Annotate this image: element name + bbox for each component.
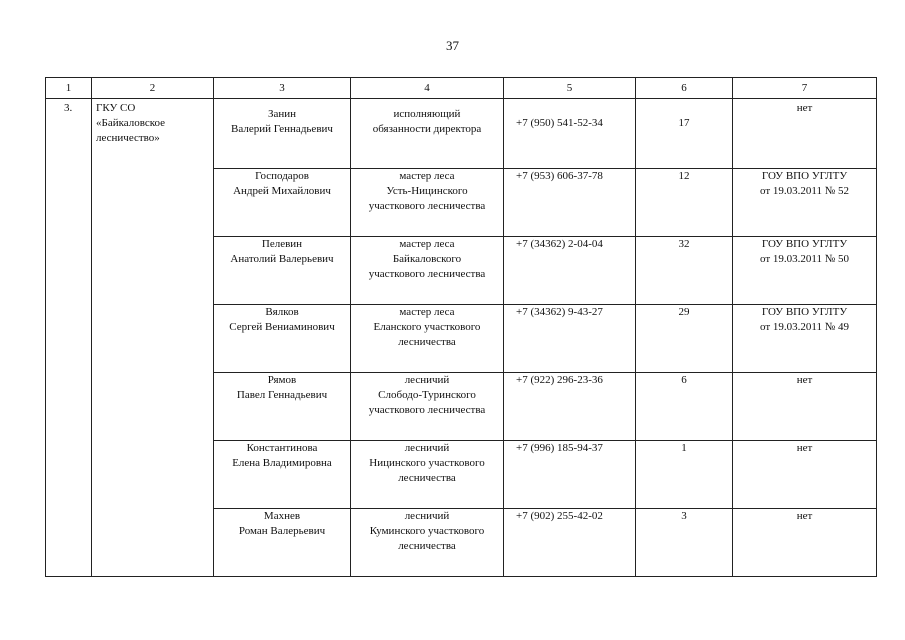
phone-cell — [504, 373, 636, 441]
phone-cell — [504, 99, 636, 169]
person-phone: +7 (34362) 2-04-04 — [516, 238, 603, 250]
person-position: мастер леса Байкаловского участкового лесничества — [368, 238, 486, 280]
person-phone: +7 (34362) 9-43-27 — [516, 306, 603, 318]
position-cell — [351, 441, 504, 509]
person-education: нет — [796, 374, 813, 386]
education-cell — [733, 237, 877, 305]
person-experience: 1 — [681, 442, 687, 454]
phone-cell — [504, 509, 636, 577]
experience-cell — [636, 373, 733, 441]
person-experience: 3 — [681, 510, 687, 522]
person-experience: 29 — [678, 306, 690, 318]
name-cell — [214, 237, 351, 305]
person-name: Рямов Павел Геннадьевич — [236, 374, 328, 401]
column-header: 5 — [504, 78, 636, 99]
row-index: 3. — [64, 102, 73, 114]
table-header-row — [46, 78, 877, 99]
person-education: нет — [796, 102, 813, 114]
person-education: ГОУ ВПО УГЛТУ от 19.03.2011 № 49 — [760, 306, 849, 333]
person-phone: +7 (902) 255-42-02 — [516, 510, 603, 522]
person-phone: +7 (950) 541-52-34 — [516, 117, 603, 129]
name-cell — [214, 169, 351, 237]
column-header: 4 — [351, 78, 504, 99]
position-cell — [351, 99, 504, 169]
experience-cell — [636, 441, 733, 509]
person-education: ГОУ ВПО УГЛТУ от 19.03.2011 № 50 — [760, 238, 849, 265]
person-experience: 12 — [678, 170, 690, 182]
name-cell — [214, 305, 351, 373]
person-name: Константинова Елена Владимировна — [232, 442, 332, 469]
person-name: Господаров Андрей Михайлович — [233, 170, 331, 197]
person-phone: +7 (996) 185-94-37 — [516, 442, 603, 454]
education-cell — [733, 441, 877, 509]
experience-cell — [636, 237, 733, 305]
person-position: исполняющий обязанности директора — [372, 108, 482, 135]
column-header: 6 — [636, 78, 733, 99]
position-cell — [351, 237, 504, 305]
column-header: 2 — [92, 78, 214, 99]
experience-cell — [636, 99, 733, 169]
person-name: Махнев Роман Валерьевич — [238, 510, 326, 537]
name-cell — [214, 441, 351, 509]
person-position: лесничий Ницинского участкового лесничества — [369, 442, 485, 484]
phone-cell — [504, 169, 636, 237]
staff-registry-table — [45, 77, 877, 577]
person-phone: +7 (953) 606-37-78 — [516, 170, 603, 182]
person-experience: 32 — [678, 238, 690, 250]
experience-cell — [636, 509, 733, 577]
page-number: 37 — [446, 38, 459, 53]
education-cell — [733, 99, 877, 169]
name-cell — [214, 373, 351, 441]
person-experience: 17 — [678, 117, 690, 129]
organization-name: ГКУ СО «Байкаловское лесничество» — [96, 102, 166, 144]
person-position: лесничий Куминского участкового лесничества — [369, 510, 485, 552]
column-header: 7 — [733, 78, 877, 99]
name-cell — [214, 509, 351, 577]
phone-cell — [504, 237, 636, 305]
person-name: Вялков Сергей Вениаминович — [229, 306, 335, 333]
name-cell — [214, 99, 351, 169]
person-education: нет — [796, 442, 813, 454]
education-cell — [733, 509, 877, 577]
education-cell — [733, 305, 877, 373]
organization-cell — [92, 99, 214, 577]
table-row — [46, 99, 877, 169]
person-education: нет — [796, 510, 813, 522]
person-position: мастер леса Усть-Ницинского участкового лесничества — [368, 170, 486, 212]
row-index-cell — [46, 99, 92, 577]
position-cell — [351, 305, 504, 373]
person-experience: 6 — [681, 374, 687, 386]
person-position: лесничий Слободо-Туринского участкового лесничества — [368, 374, 486, 416]
column-header: 1 — [46, 78, 92, 99]
person-name: Занин Валерий Геннадьевич — [231, 108, 333, 135]
column-header: 3 — [214, 78, 351, 99]
phone-cell — [504, 441, 636, 509]
phone-cell — [504, 305, 636, 373]
experience-cell — [636, 169, 733, 237]
experience-cell — [636, 305, 733, 373]
person-position: мастер леса Еланского участкового лесничества — [373, 306, 481, 348]
person-name: Пелевин Анатолий Валерьевич — [230, 238, 334, 265]
position-cell — [351, 169, 504, 237]
position-cell — [351, 373, 504, 441]
person-education: ГОУ ВПО УГЛТУ от 19.03.2011 № 52 — [760, 170, 849, 197]
education-cell — [733, 169, 877, 237]
education-cell — [733, 373, 877, 441]
person-phone: +7 (922) 296-23-36 — [516, 374, 603, 386]
position-cell — [351, 509, 504, 577]
